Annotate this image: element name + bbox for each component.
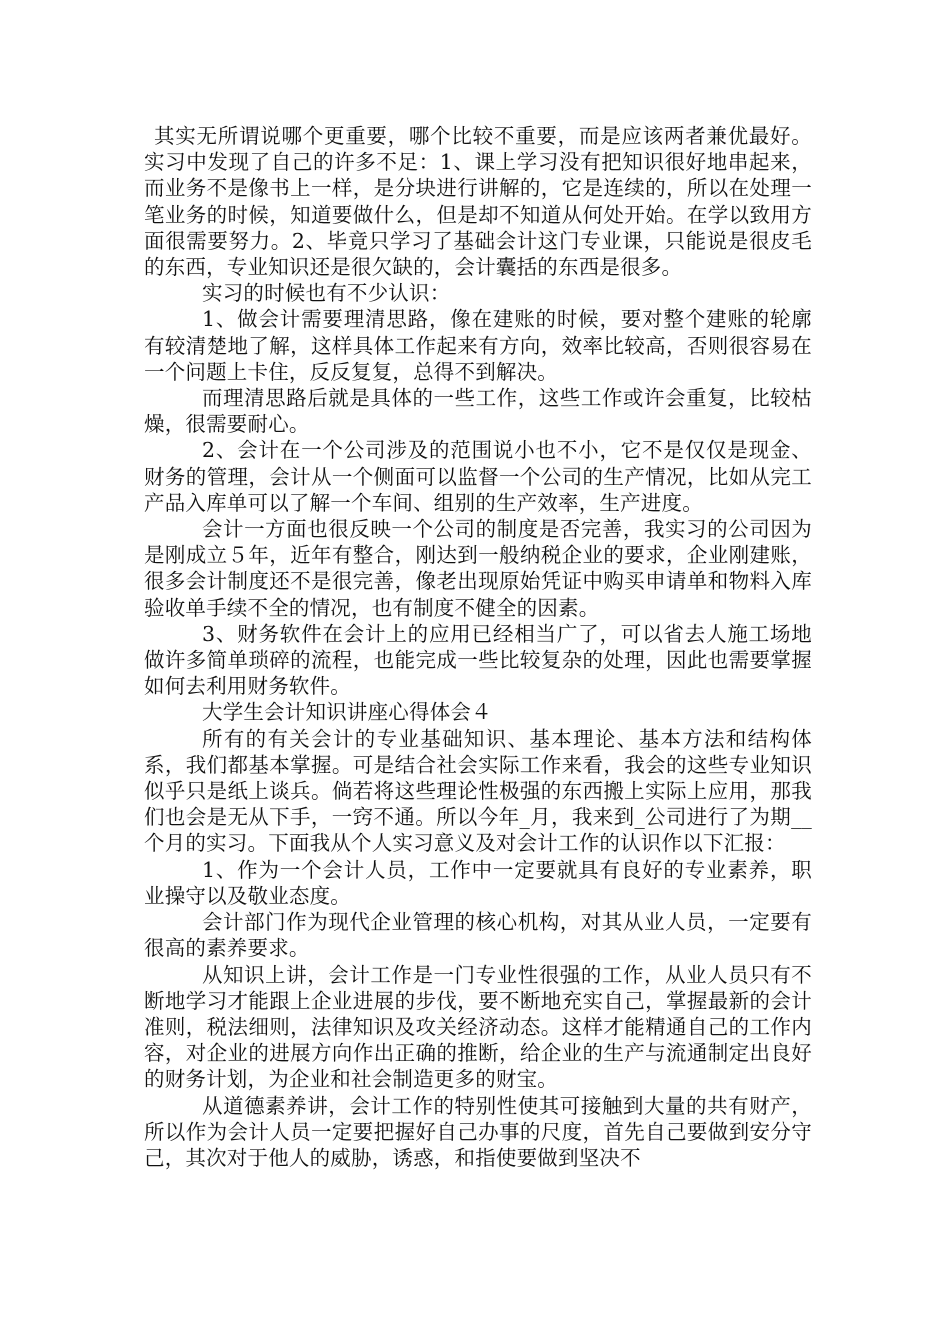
section-heading: 大学生会计知识讲座心得体会４ [202,700,492,725]
paragraph-3: 1、做会计需要理清思路，像在建账的时候，要对整个建账的轮廓有较清楚地了解，这样具体工作起来有方向，效率比较高，否则很容易在一个问题上卡住，反反复复，总得不到解决。 [144,307,812,384]
paragraph-12: 从道德素养讲，会计工作的特别性使其可接触到大量的共有财产，所以作为会计人员一定要把握好自己办事的尺度，首先自己要做到安分守己，其次对于他人的威胁，诱惑，和指使要做到坚决不 [144,1093,812,1170]
paragraph-7: 3、财务软件在会计上的应用已经相当广了，可以省去人施工场地做许多简单琐碎的流程，也能完成一些比较复杂的处理，因此也需要掌握如何去利用财务软件。 [144,621,812,699]
paragraph-9: 1、作为一个会计人员，工作中一定要就具有良好的专业素养，职业操守以及敬业态度。 [144,857,812,908]
paragraph-6: 会计一方面也很反映一个公司的制度是否完善，我实习的公司因为是刚成立５年，近年有整合，刚达到一般纳税企业的要求，企业刚建账，很多会计制度还不是很完善，像老出现原始凭证中购买申请单和物料入库验收单手续不全的情况，也有制度不健全的因素。 [144,517,812,620]
paragraph-10: 会计部门作为现代企业管理的核心机构，对其从业人员，一定要有很高的素养要求。 [144,910,812,961]
paragraph-2: 实习的时候也有不少认识： [202,281,451,306]
paragraph-5: 2、会计在一个公司涉及的范围说小也不小，它不是仅仅是现金、财务的管理，会计从一个侧面可以监督一个公司的生产情况，比如从完工产品入库单可以了解一个车间、组别的生产效率，生产进度。 [144,438,812,515]
document-body [144,123,812,1171]
paragraph-11: 从知识上讲，会计工作是一门专业性很强的工作，从业人员只有不断地学习才能跟上企业进展的步伐，要不断地充实自己，掌握最新的会计准则，税法细则，法律知识及攻关经济动态。这样才能精通自己的工作内容，对企业的进展方向作出正确的推断，给企业的生产与流通制定出良好的财务计划，为企业和社会制造更多的财宝。 [144,962,812,1092]
paragraph-8: 所有的有关会计的专业基础知识、基本理论、基本方法和结构体系，我们都基本掌握。可是结合社会实际工作来看，我会的这些专业知识似乎只是纸上谈兵。倘若将这些理论性极强的东西搬上实际上应用，那我们也会是无从下手，一窍不通。所以今年_月，我来到_公司进行了为期__个月的实习。下面我从个人实习意义及对会计工作的认识作以下汇报： [144,726,812,856]
paragraph-1: 其实无所谓说哪个更重要，哪个比较不重要，而是应该两者兼优最好。实习中发现了自己的许多不足：1、课上学习没有把知识很好地串起来，而业务不是像书上一样，是分块进行讲解的，它是连续的，所以在处理一笔业务的时候，知道要做什么，但是却不知道从何处开始。在学以致用方面很需要努力。2、毕竟只学习了基础会计这门专业课，只能说是很皮毛的东西，专业知识还是很欠缺的，会计囊括的东西是很多。 [144,124,812,280]
paragraph-4: 而理清思路后就是具体的一些工作，这些工作或许会重复，比较枯燥，很需要耐心。 [144,386,812,437]
